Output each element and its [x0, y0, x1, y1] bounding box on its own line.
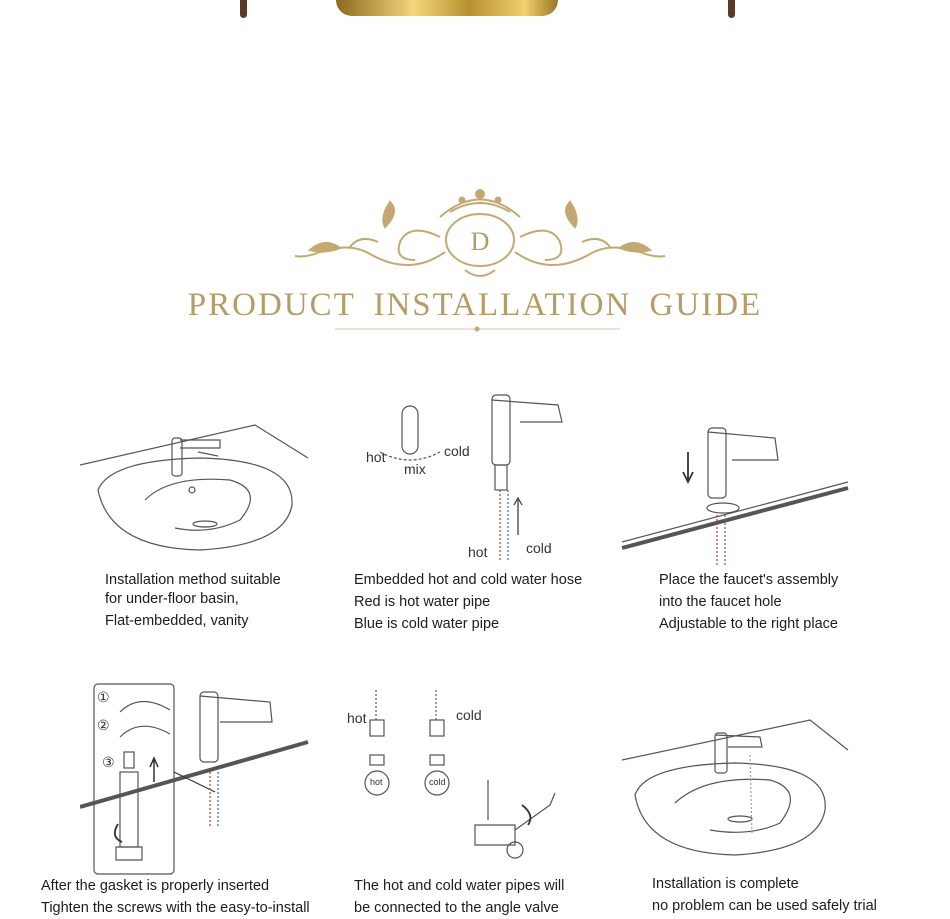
label-hot-pipe: hot [347, 710, 367, 726]
label-cold-cap: cold [429, 777, 446, 787]
caption-line: Embedded hot and cold water hose [354, 572, 583, 588]
caption-line: The hot and cold water pipes will [354, 878, 565, 894]
caption-line: Installation method suitable [105, 572, 281, 588]
label-hot: hot [366, 449, 386, 465]
caption-line: After the gasket is properly inserted [41, 878, 270, 894]
step2-caption [354, 569, 582, 635]
caption-line: into the faucet hole [659, 594, 782, 610]
caption-line: Red is hot water pipe [354, 594, 491, 610]
step1-caption [105, 569, 281, 632]
gold-faucet-base [336, 0, 558, 16]
caption-line: be connected to the angle valve [354, 900, 559, 916]
caption-line: Place the faucet's assembly [659, 572, 839, 588]
ornamental-emblem-icon [290, 182, 670, 282]
label-cold: cold [444, 443, 470, 459]
step5-caption [354, 875, 564, 919]
label-cold-hose: cold [526, 540, 552, 556]
label-hot-hose: hot [468, 544, 488, 560]
caption-line: Flat-embedded, vanity [105, 613, 249, 629]
caption-line: Adjustable to the right place [659, 616, 838, 632]
caption-line: Tighten the screws with the easy-to-install [41, 900, 310, 916]
step6-caption [652, 873, 877, 917]
step-number-1: ① [97, 689, 110, 705]
emblem-letter: D [470, 227, 490, 256]
step3-caption [659, 569, 838, 635]
step4-gasket-illustration [80, 682, 310, 877]
caption-line: Installation is complete [652, 876, 799, 892]
step-number-2: ② [97, 717, 110, 733]
step6-complete-illustration [620, 715, 850, 865]
label-hot-cap: hot [370, 777, 383, 787]
step3-placement-illustration [620, 420, 850, 570]
caption-line: no problem can be used safely trial [652, 898, 877, 914]
faucet-handle-stub-right [728, 0, 735, 18]
product-photo-remnant [0, 0, 950, 20]
caption-line: for under-floor basin, [105, 591, 239, 607]
step4-caption [41, 875, 310, 919]
faucet-handle-stub-left [240, 0, 247, 18]
label-mix: mix [404, 461, 426, 477]
title-underline-icon [335, 326, 620, 332]
step5-angle-valve-illustration [340, 685, 560, 865]
step2-hose-illustration [340, 390, 580, 565]
step1-basin-illustration [80, 420, 310, 560]
page-title: PRODUCT INSTALLATION GUIDE [187, 287, 763, 323]
step-number-3: ③ [102, 754, 115, 770]
label-cold-pipe: cold [456, 707, 482, 723]
caption-line: Blue is cold water pipe [354, 616, 500, 632]
